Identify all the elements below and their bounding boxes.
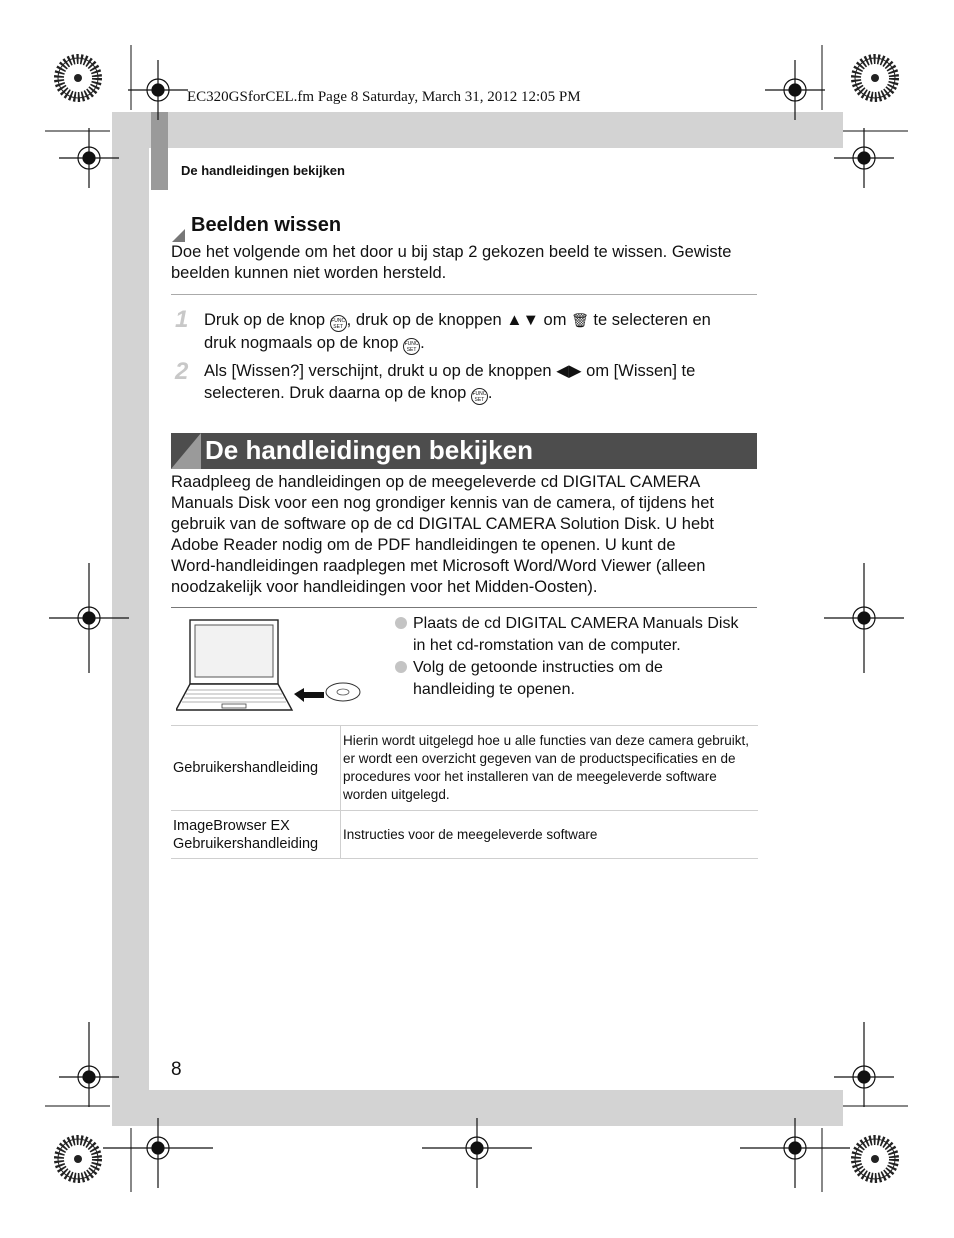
manual-description: Instructies voor de meegeleverde software — [341, 811, 759, 859]
func-set-button-icon: FUNC SET — [471, 388, 488, 405]
erase-intro: Doe het volgende om het door u bij stap 2 gekozen beeld te wissen. Gewiste beelden kunnen niet worden hersteld. — [171, 243, 732, 282]
laptop-screen — [195, 625, 273, 677]
func-set-button-icon: FUNC SET — [403, 338, 420, 355]
divider — [171, 607, 757, 608]
section-banner — [171, 433, 757, 469]
section-title: De handleidingen bekijken — [205, 435, 533, 465]
step-number: 1 — [175, 306, 189, 333]
manuals-paragraph: Raadpleeg de handleidingen op de meegeleverde cd DIGITAL CAMERA Manuals Disk voor een nog grondiger kennis van de camera, of tijdens het gebruik van de software op de cd DIGITAL CAMERA Solution Disk. U hebt Adobe Reader nodig om de PDF handleidingen te openen. U kunt de Word-handleidingen raadplegen met Microsoft Word/Word Viewer (alleen noodzakelijk voor handleidingen voor het Midden-Oosten). — [171, 473, 714, 596]
insert-arrow-icon — [294, 688, 324, 702]
step-1-text: Druk op de knop FUNC SET , druk op de knoppen ▲▼ om 🗑 te selecteren en druk nogmaals op de knop FUNC SET . — [204, 311, 711, 353]
up-down-arrows-icon: ▲▼ — [506, 311, 539, 329]
func-set-button-icon: FUNC SET — [330, 315, 347, 332]
laptop-base — [176, 684, 292, 710]
step-number: 2 — [175, 358, 189, 385]
manuals-table — [171, 725, 758, 859]
banner-accent — [171, 433, 201, 469]
bullet-text: Plaats de cd DIGITAL CAMERA Manuals Disk in het cd-romstation van de computer. — [413, 615, 739, 654]
table-row — [171, 811, 758, 859]
subsection-marker — [172, 229, 185, 242]
laptop-cd-illustration — [176, 618, 366, 718]
trash-icon: 🗑 — [571, 312, 589, 328]
bullet-icon — [395, 661, 407, 673]
divider — [171, 294, 757, 295]
cd-disc-icon — [326, 683, 360, 701]
step-2-text: Als [Wissen?] verschijnt, drukt u op de knoppen ◀▶ om [Wissen] te selecteren. Druk daarna op de knop FUNC SET . — [204, 362, 696, 403]
manual-description: Hierin wordt uitgelegd hoe u alle functies van deze camera gebruikt, er wordt een overzicht gegeven van de productspecificaties en de procedures voor het installeren van de meegeleverde software worden uitgelegd. — [341, 726, 759, 811]
bullet-icon — [395, 617, 407, 629]
page-number: 8 — [171, 1059, 182, 1080]
left-right-arrows-icon: ◀▶ — [556, 362, 582, 380]
bullet-text: Volg de getoonde instructies om de handleiding te openen. — [413, 659, 663, 698]
manual-name: Gebruikershandleiding — [171, 726, 341, 811]
running-header: De handleidingen bekijken — [181, 163, 345, 178]
table-row — [171, 726, 758, 811]
manual-name: ImageBrowser EX Gebruikershandleiding — [171, 811, 341, 859]
subsection-title: Beelden wissen — [191, 214, 342, 236]
print-slug: EC320GSforCEL.fm Page 8 Saturday, March 31, 2012 12:05 PM — [187, 89, 581, 105]
